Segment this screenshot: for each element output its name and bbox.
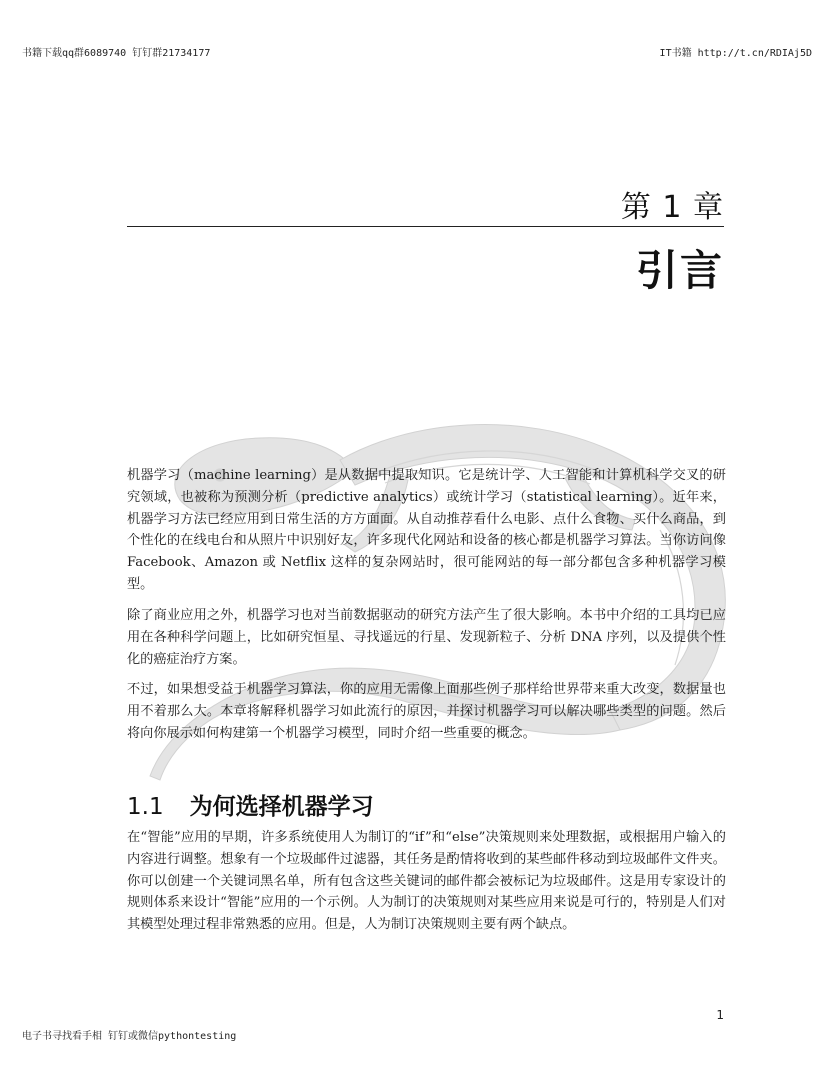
intro-paragraph-3: 不过，如果想受益于机器学习算法，你的应用无需像上面那些例子那样给世界带来重大改变，数据量也用不着那么大。本章将解释机器学习如此流行的原因，并探讨机器学习可以解决哪些类型的问题。然后将向你展示如何构建第一个机器学习模型，同时介绍一些重要的概念。 <box>127 682 726 741</box>
header-left-text: 书籍下载qq群6089740 钉钉群21734177 <box>22 48 211 59</box>
section-heading <box>127 788 374 821</box>
section-paragraph: 在“智能”应用的早期，许多系统使用人为制订的“if”和“else”决策规则来处理数据，或根据用户输入的内容进行调整。想象有一个垃圾邮件过滤器，其任务是酌情将收到的某些邮件移动到垃圾邮件文件夹。你可以创建一个关键词黑名单，所有包含这些关键词的邮件都会被标记为垃圾邮件。这是用专家设计的规则体系来设计“智能”应用的一个示例。人为制订的决策规则对某些应用来说是可行的，特别是人们对其模型处理过程非常熟悉的应用。但是，人为制订决策规则主要有两个缺点。 <box>127 830 726 933</box>
header-right-text: IT书籍 http://t.cn/RDIAj5D <box>659 48 812 59</box>
intro-paragraph-1: 机器学习（machine learning）是从数据中提取知识。它是统计学、人工智能和计算机科学交叉的研究领域，也被称为预测分析（predictive analytics）或统计学习（statistical learning）。近年来，机器学习方法已经应用到日常生活的方方面面。从自动推荐看什么电影、点什么食物、买什么商品，到个性化的在线电台和从照片中识别好友，许多现代化网站和设备的核心都是机器学习算法。当你访问像 Facebook、Amazon 或 Netflix 这样的复杂网站时，很可能网站的每一部分都包含多种机器学习模型。 <box>127 468 726 592</box>
footer-left-text: 电子书寻找看手相 钉钉或微信pythontesting <box>22 1031 237 1042</box>
chapter-label: 第 1 章 <box>620 190 724 225</box>
chapter-title: 引言 <box>635 246 724 295</box>
chapter-divider <box>127 226 724 227</box>
section-title: 为何选择机器学习 <box>189 794 374 820</box>
intro-paragraph-2: 除了商业应用之外，机器学习也对当前数据驱动的研究方法产生了很大影响。本书中介绍的工具均已应用在各种科学问题上，比如研究恒星、寻找遥远的行星、发现新粒子、分析 DNA 序列，以及提供个性化的癌症治疗方案。 <box>127 608 726 667</box>
page-number: 1 <box>716 1008 724 1022</box>
section-number: 1.1 <box>127 794 164 820</box>
